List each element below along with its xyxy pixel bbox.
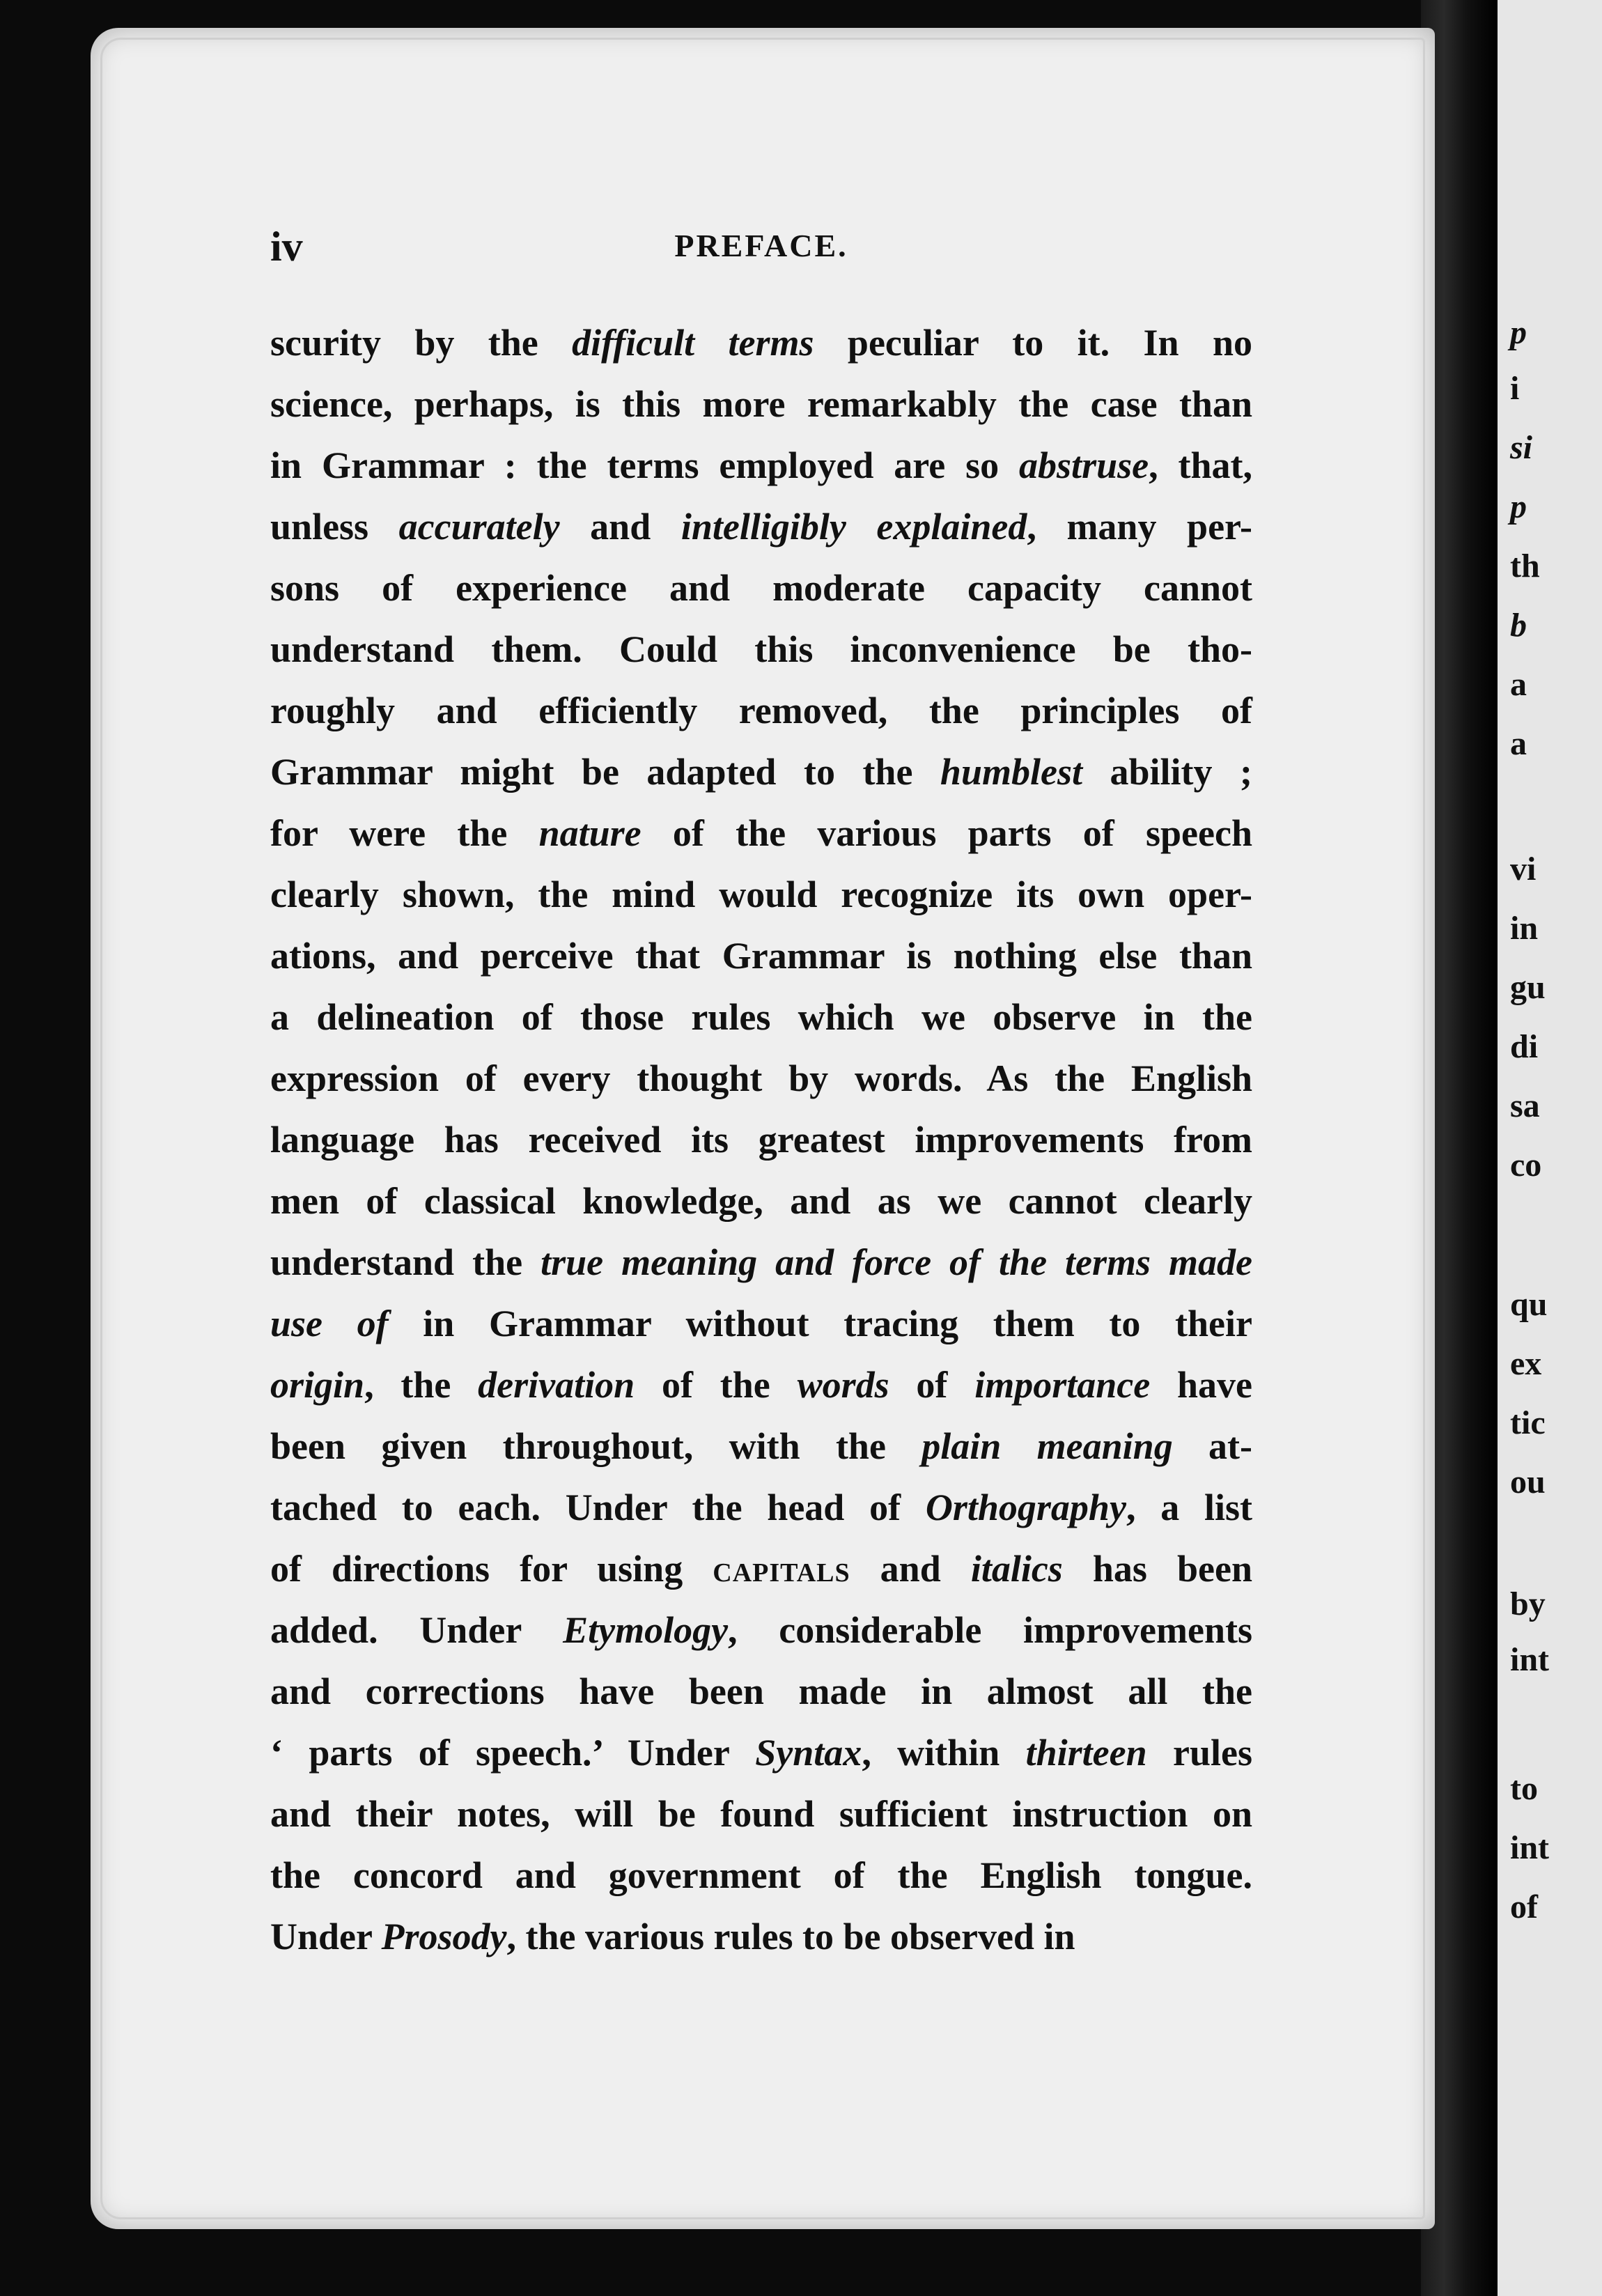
italic-run: Etymology xyxy=(563,1609,729,1651)
text-run: understand them. Could this inconvenience be tho- xyxy=(270,628,1252,670)
text-run: Under xyxy=(270,1916,382,1957)
italic-run: plain meaning xyxy=(921,1425,1173,1467)
text-run: for were the xyxy=(270,812,539,854)
facing-page-fragment: vi xyxy=(1510,851,1537,887)
text-run: tached to each. Under the head of xyxy=(270,1487,926,1528)
facing-page-fragment: a xyxy=(1510,666,1527,703)
text-line xyxy=(270,619,1252,680)
facing-page-fragment: in xyxy=(1510,910,1539,947)
italic-run: origin xyxy=(270,1364,365,1406)
facing-page-fragment: int xyxy=(1510,1829,1550,1866)
text-line xyxy=(270,557,1252,619)
text-run: been given throughout, with the xyxy=(270,1425,922,1467)
text-run: and xyxy=(559,506,681,548)
text-line xyxy=(270,1477,1252,1538)
text-line xyxy=(270,680,1252,741)
italic-run: derivation xyxy=(478,1364,635,1406)
text-run: peculiar to it. In no xyxy=(814,322,1252,364)
text-run: , that, xyxy=(1149,444,1252,486)
text-run: scurity by the xyxy=(270,322,573,364)
facing-page-fragment: co xyxy=(1510,1147,1542,1184)
text-run: science, perhaps, is this more remarkably the case than xyxy=(270,383,1252,425)
facing-page-fragment: a xyxy=(1510,725,1527,762)
text-line xyxy=(270,1538,1252,1599)
facing-page-fragment: th xyxy=(1510,548,1540,584)
text-run: ations, and perceive that Grammar is nothing else than xyxy=(270,935,1252,977)
text-line xyxy=(270,1783,1252,1845)
facing-page-fragment: by xyxy=(1510,1585,1546,1622)
italic-run: italics xyxy=(970,1548,1063,1590)
text-line xyxy=(270,1354,1252,1415)
italic-run: use of xyxy=(270,1303,389,1344)
text-run: clearly shown, the mind would recognize its own oper- xyxy=(270,874,1252,915)
italic-run: words xyxy=(797,1364,889,1406)
italic-run: thirteen xyxy=(1025,1732,1147,1774)
italic-run: accurately xyxy=(398,506,560,548)
text-run: expression of every thought by words. As the English xyxy=(270,1057,1252,1099)
text-line xyxy=(270,1845,1252,1906)
text-line xyxy=(270,1415,1252,1477)
facing-page-fragment: int xyxy=(1510,1641,1550,1678)
text-run: , considerable improvements xyxy=(728,1609,1252,1651)
facing-page-fragment: to xyxy=(1510,1770,1538,1807)
facing-page-fragment: b xyxy=(1510,607,1527,644)
facing-page-fragment: p xyxy=(1510,314,1527,351)
text-run: of directions for using xyxy=(270,1548,713,1590)
body-text xyxy=(270,312,1252,1967)
italic-run: importance xyxy=(974,1364,1151,1406)
text-line xyxy=(270,1599,1252,1661)
text-run: language has received its greatest improvements from xyxy=(270,1119,1252,1161)
text-line xyxy=(270,1722,1252,1783)
running-head: PREFACE. xyxy=(674,228,848,263)
text-run: understand the xyxy=(270,1241,541,1283)
text-run: and xyxy=(850,1548,971,1590)
text-run: of xyxy=(889,1364,975,1406)
text-run: added. Under xyxy=(270,1609,563,1651)
italic-run: difficult terms xyxy=(572,322,814,364)
facing-page-fragment: of xyxy=(1510,1888,1538,1925)
facing-page-fragment: sa xyxy=(1510,1087,1540,1124)
text-run: , the xyxy=(364,1364,479,1406)
text-run: in Grammar : the terms employed are so xyxy=(270,444,1020,486)
text-line xyxy=(270,1661,1252,1722)
page-number: iv xyxy=(270,224,303,270)
text-run: in Grammar without tracing them to their xyxy=(388,1303,1252,1344)
italic-run: humblest xyxy=(940,751,1082,793)
text-line xyxy=(270,373,1252,435)
text-run: , a list xyxy=(1126,1487,1252,1528)
italic-run: Syntax xyxy=(755,1732,862,1774)
text-line xyxy=(270,1232,1252,1293)
text-run: at- xyxy=(1172,1425,1253,1467)
facing-page-fragment: gu xyxy=(1510,969,1546,1006)
text-run: a delineation of those rules which we observe in the xyxy=(270,996,1252,1038)
text-run: sons of experience and moderate capacity cannot xyxy=(270,567,1252,609)
text-line xyxy=(270,1109,1252,1170)
text-line xyxy=(270,1293,1252,1354)
facing-page-fragment: p xyxy=(1510,488,1527,525)
text-run: the concord and government of the English tongue. xyxy=(270,1854,1252,1896)
text-run: rules xyxy=(1146,1732,1252,1774)
text-run: , many per- xyxy=(1027,506,1252,548)
text-line xyxy=(270,1170,1252,1232)
text-run: ‘ parts of speech.’ Under xyxy=(270,1732,756,1774)
facing-page-edge xyxy=(1498,0,1602,2296)
text-line xyxy=(270,986,1252,1048)
text-line xyxy=(270,435,1252,496)
text-run: , the various rules to be observed in xyxy=(506,1916,1075,1957)
text-line xyxy=(270,864,1252,925)
facing-page-fragment: qu xyxy=(1510,1286,1548,1323)
text-line xyxy=(270,925,1252,986)
italic-run: Prosody xyxy=(381,1916,507,1957)
text-run: of the various parts of speech xyxy=(641,812,1252,854)
text-run: , within xyxy=(862,1732,1026,1774)
facing-page-fragment: si xyxy=(1510,429,1533,466)
facing-page-fragment: i xyxy=(1510,370,1520,407)
text-run: and their notes, will be found sufficient instruction on xyxy=(270,1793,1252,1835)
italic-run: nature xyxy=(538,812,641,854)
text-run: have xyxy=(1150,1364,1253,1406)
facing-page-fragment: di xyxy=(1510,1028,1539,1065)
page-header xyxy=(270,223,1252,279)
italic-run: intelligibly explained xyxy=(681,506,1027,548)
text-run: of the xyxy=(635,1364,798,1406)
text-line xyxy=(270,1906,1252,1967)
facing-page-fragment: tic xyxy=(1510,1404,1546,1441)
text-line xyxy=(270,1048,1252,1109)
text-run: Grammar might be adapted to the xyxy=(270,751,940,793)
text-run: men of classical knowledge, and as we cannot clearly xyxy=(270,1180,1252,1222)
text-line xyxy=(270,802,1252,864)
italic-run: true meaning and force of the terms made xyxy=(541,1241,1252,1283)
text-line xyxy=(270,741,1252,802)
facing-page-fragment: ou xyxy=(1510,1464,1546,1500)
text-run: roughly and efficiently removed, the principles of xyxy=(270,690,1252,731)
facing-page-fragment: ex xyxy=(1510,1345,1542,1382)
text-line xyxy=(270,496,1252,557)
italic-run: abstruse xyxy=(1019,444,1149,486)
text-run: ability ; xyxy=(1082,751,1252,793)
italic-run: Orthography xyxy=(925,1487,1126,1528)
text-line xyxy=(270,312,1252,373)
small-caps-run: capitals xyxy=(713,1548,850,1590)
text-run: has been xyxy=(1062,1548,1252,1590)
text-run: unless xyxy=(270,506,399,548)
text-run: and corrections have been made in almost all the xyxy=(270,1670,1252,1712)
